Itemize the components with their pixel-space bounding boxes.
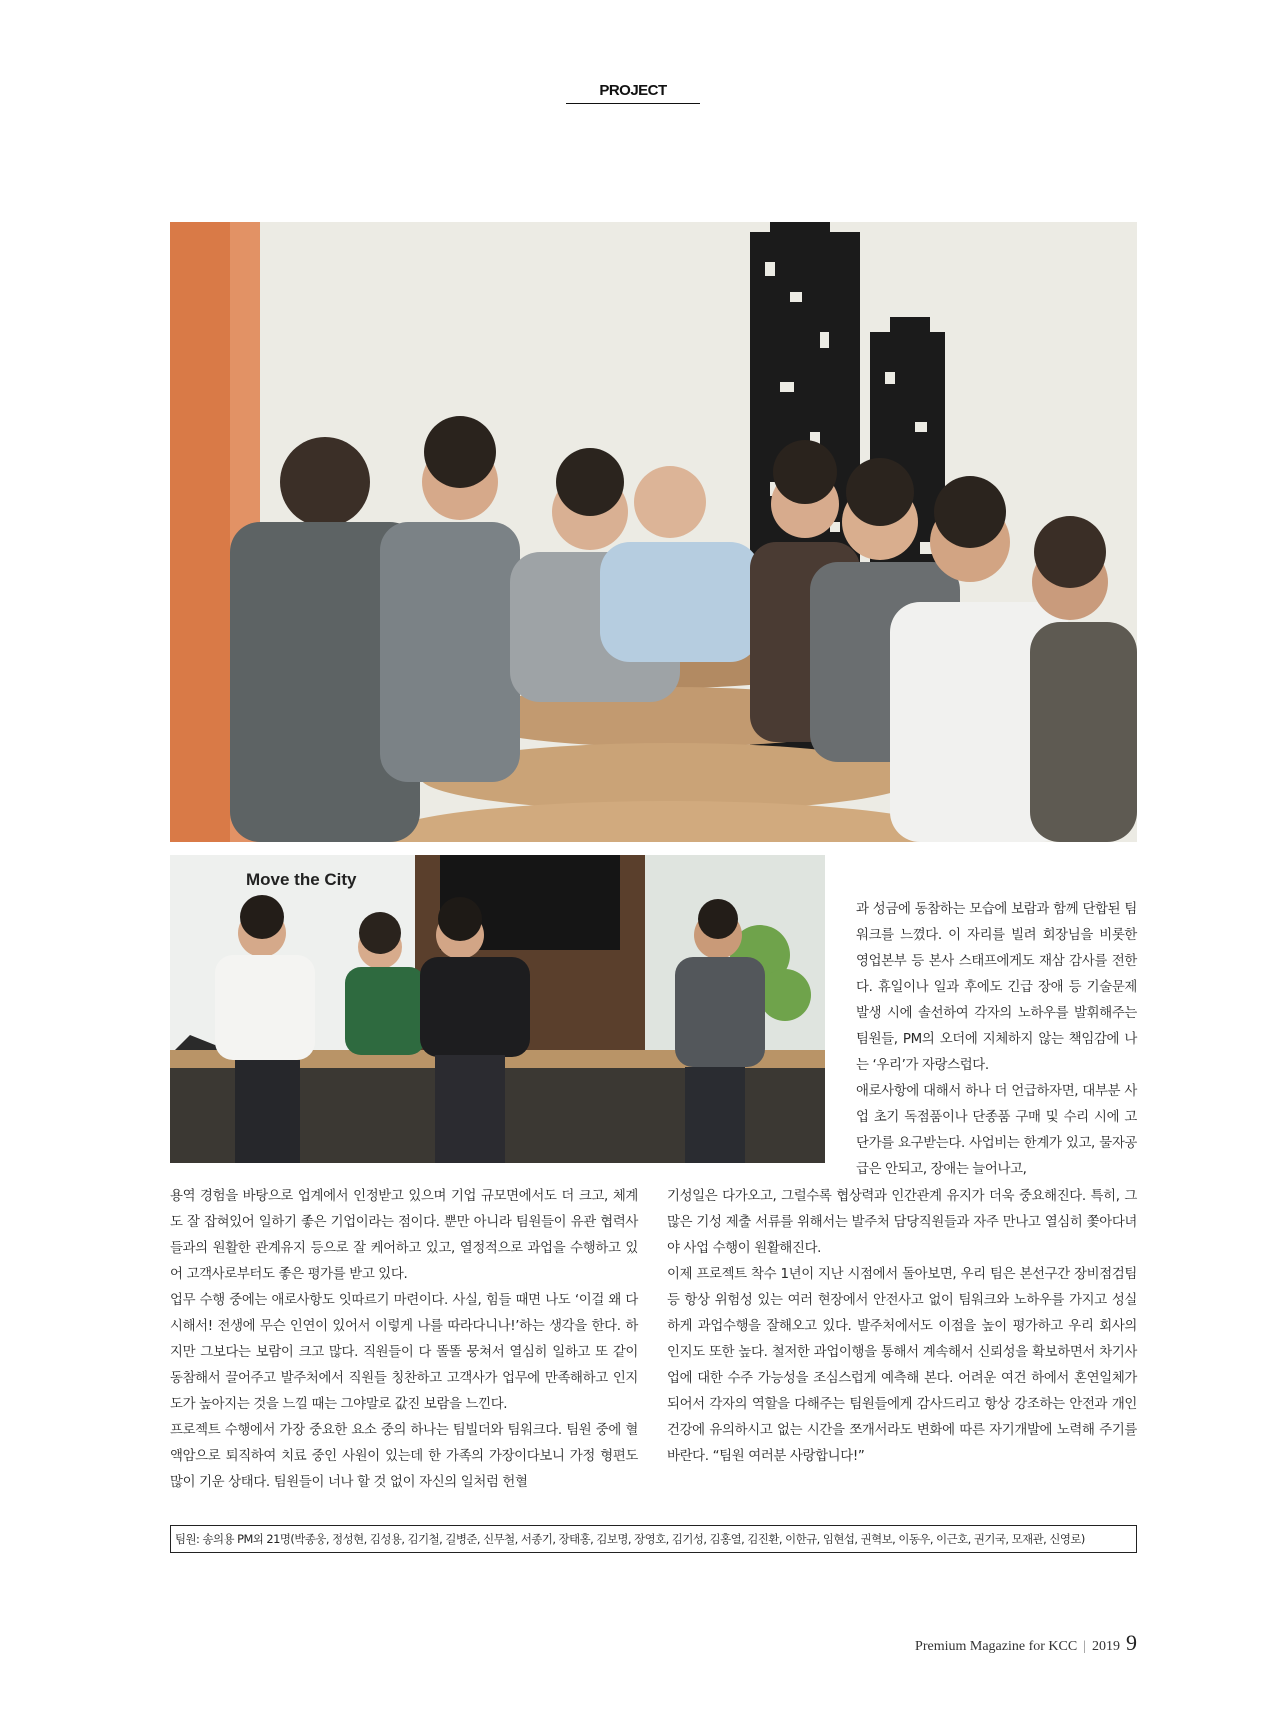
team-standing-photo [170, 855, 825, 1163]
paragraph: 과 성금에 동참하는 모습에 보람과 함께 단합된 팀워크를 느꼈다. 이 자리를 빌려 회장님을 비롯한 영업본부 등 본사 스태프에게도 재삼 감사를 전한다. 휴일이나 일과 후에도 긴급 장애 등 기술문제 발생 시에 솔선하여 각자의 노하우를 발휘해주는 팀원들, PM의 오더에 지체하지 않는 책임감에 나는 ‘우리’가 자랑스럽다. [856, 902, 1137, 1073]
section-rule [566, 103, 700, 104]
footer-separator: | [1083, 1639, 1086, 1654]
team-meeting-photo [170, 222, 1137, 842]
magazine-name: Premium Magazine for KCC [915, 1639, 1078, 1654]
move-the-city-sign: Move the City [246, 870, 357, 889]
page-number: 9 [1126, 1630, 1137, 1655]
team-members-box: 팀원: 송의용 PM외 21명(박종웅, 정성현, 김성용, 김기철, 길병준, 신무철, 서종기, 장태홍, 김보명, 장영호, 김기성, 김홍열, 김진환, 이한규, 임현섭, 권혁보, 이동우, 이근호, 권기국, 모재관, 신영로) [170, 1525, 1137, 1553]
paragraph: 애로사항에 대해서 하나 더 언급하자면, 대부분 사업 초기 독점품이나 단종품 구매 및 수리 시에 고단가를 요구받는다. 사업비는 한계가 있고, 물자공급은 안되고, 장애는 늘어나고, [856, 1084, 1137, 1177]
paragraph: 업무 수행 중에는 애로사항도 잇따르기 마련이다. 사실, 힘들 때면 나도 ‘이걸 왜 다시해서! 전생에 무슨 인연이 있어서 이렇게 나를 따라다니나!’하는 생각을 한다. 하지만 그보다는 보람이 크고 많다. 직원들이 다 똘똘 뭉쳐서 열심히 일하고 또 같이 동참해서 끌어주고 발주처에서 직원들 칭찬하고 고객사가 업무에 만족해하고 인지도가 높아지는 것을 느낄 때는 그야말로 값진 보람을 느낀다. [170, 1293, 638, 1412]
issue-year: 2019 [1092, 1639, 1120, 1654]
paragraph: 이제 프로젝트 착수 1년이 지난 시점에서 돌아보면, 우리 팀은 본선구간 장비점검팀 등 항상 위험성 있는 여러 현장에서 안전사고 없이 팀워크와 노하우를 가지고 성실하게 과업수행을 잘해오고 있다. 발주처에서도 이점을 높이 평가하고 우리 회사의 인지도 또한 높다. 철저한 과업이행을 통해서 계속해서 신뢰성을 확보하면서 차기사업에 대한 수주 가능성을 조심스럽게 예측해 본다. 어려운 여건 하에서 혼연일체가 되어서 각자의 역할을 다해주는 팀원들에게 감사드리고 항상 강조하는 안전과 개인건강에 유의하시고 없는 시간을 쪼개서라도 변화에 따른 자기개발에 노력해 주기를 바란다. “팀원 여러분 사랑합니다!” [667, 1267, 1137, 1464]
article-column-left [170, 1184, 638, 1496]
section-label: PROJECT [599, 82, 667, 99]
page-footer [915, 1630, 1137, 1656]
paragraph: 프로젝트 수행에서 가장 중요한 요소 중의 하나는 팀빌더와 팀워크다. 팀원 중에 혈액암으로 퇴직하여 치료 중인 사원이 있는데 한 가족의 가장이다보니 가정 형편도 많이 기운 상태다. 팀원들이 너나 할 것 없이 자신의 일처럼 헌혈 [170, 1423, 638, 1490]
paragraph: 기성일은 다가오고, 그럴수록 협상력과 인간관계 유지가 더욱 중요해진다. 특히, 그 많은 기성 제출 서류를 위해서는 발주처 담당직원들과 자주 만나고 열심히 쫓아다녀야 사업 수행이 원활해진다. [667, 1189, 1137, 1256]
article-column-right [667, 1184, 1137, 1470]
paragraph: 용역 경험을 바탕으로 업계에서 인정받고 있으며 기업 규모면에서도 더 크고, 체계도 잘 잡혀있어 일하기 좋은 기업이라는 점이다. 뿐만 아니라 팀원들이 유관 협력사들과의 원활한 관계유지 등으로 잘 케어하고 있고, 열정적으로 과업을 수행하고 있어 고객사로부터도 좋은 평가를 받고 있다. [170, 1189, 638, 1282]
article-column-right-top [856, 897, 1137, 1183]
